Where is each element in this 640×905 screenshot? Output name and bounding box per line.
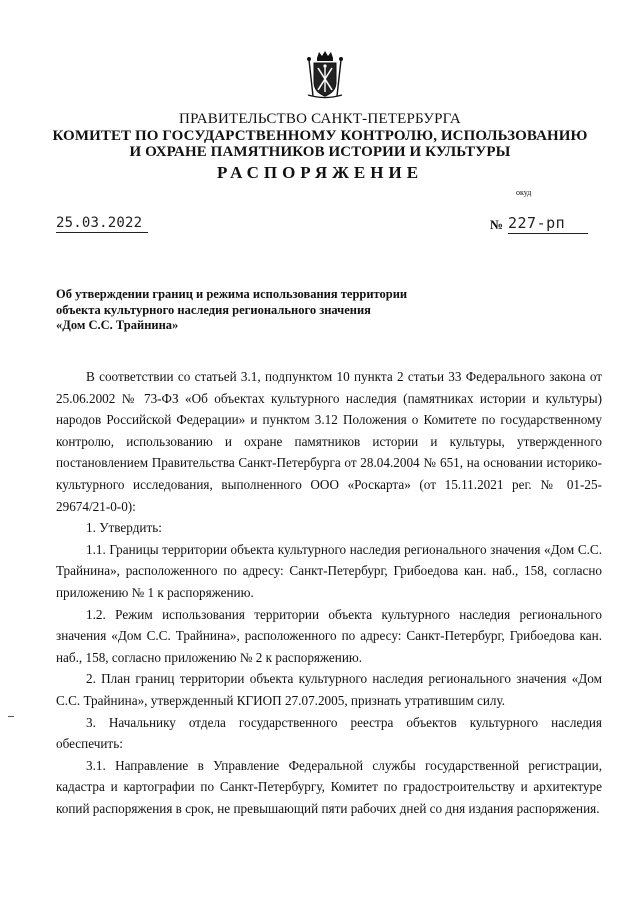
government-title: ПРАВИТЕЛЬСТВО САНКТ-ПЕТЕРБУРГА: [179, 111, 461, 127]
number-sign: №: [490, 217, 504, 232]
document-subject: [56, 287, 476, 334]
saint-petersburg-coat-of-arms-icon: [303, 50, 347, 100]
paragraph-1-2: 1.2. Режим использования территории объекта культурного наследия регионального значения «Дом С.С. Трайнина», расположенного по адресу: Санкт-Петербург, Грибоедова кан. наб., 158, согласно приложению № 2 к распоряжению.: [56, 606, 602, 665]
margin-mark: [8, 716, 14, 717]
paragraph-1-1: 1.1. Границы территории объекта культурного наследия регионального значения «Дом С.С. Трайнина», расположенного по адресу: Санкт-Петербург, Грибоедова кан. наб., 158, согласно приложению № 1 к распоряжению.: [56, 541, 602, 600]
committee-title-line-1: КОМИТЕТ ПО ГОСУДАРСТВЕННОМУ КОНТРОЛЮ, ИСПОЛЬЗОВАНИЮ: [52, 128, 588, 144]
subject-line-3: «Дом С.С. Трайнина»: [56, 318, 179, 332]
paragraph-2: 2. План границ территории объекта культурного наследия регионального значения «Дом С.С. Трайнина», утвержденный КГИОП 27.07.2005, признать утратившим силу.: [56, 671, 602, 708]
committee-title-line-2: И ОХРАНЕ ПАМЯТНИКОВ ИСТОРИИ И КУЛЬТУРЫ: [129, 144, 511, 160]
paragraph-3-1: 3.1. Направление в Управление Федеральной службы государственной регистрации, кадастра и картографии по Санкт-Петербургу, Комитет по градостроительству и архитектуре копий распоряжения в срок, не превышающий пяти рабочих дней со дня издания распоряжения.: [56, 757, 602, 816]
document-type: РАСПОРЯЖЕНИЕ: [216, 163, 424, 182]
document-body: [56, 366, 602, 819]
subject-line-1: Об утверждении границ и режима использования территории: [56, 287, 408, 301]
paragraph-preamble: В соответствии со статьей 3.1, подпунктом 10 пункта 2 статьи 33 Федерального закона от 25.06.2002 № 73-ФЗ «Об объектах культурного наследия (памятниках истории и культуры) народов Российской Федерации» и пунктом 3.12 Положения о Комитете по государственному контролю, использованию и охране памятников истории и культуры, утвержденного постановлением Правительства Санкт-Петербурга от 28.04.2004 № 651, на основании историко-культурного исследования, выполненного ООО «Роскарта» (от 15.11.2021 рег. № 01-25-29674/21-0-0):: [56, 369, 602, 514]
document-date: 25.03.2022: [56, 215, 148, 233]
paragraph-1: 1. Утвердить:: [86, 520, 162, 536]
okud-label: окуд: [516, 188, 532, 197]
number-value: 227-рп: [508, 214, 588, 234]
paragraph-3: 3. Начальнику отдела государственного реестра объектов культурного наследия обеспечить:: [56, 714, 602, 752]
subject-line-2: объекта культурного наследия регионального значения: [56, 302, 371, 317]
document-number: [490, 214, 590, 234]
